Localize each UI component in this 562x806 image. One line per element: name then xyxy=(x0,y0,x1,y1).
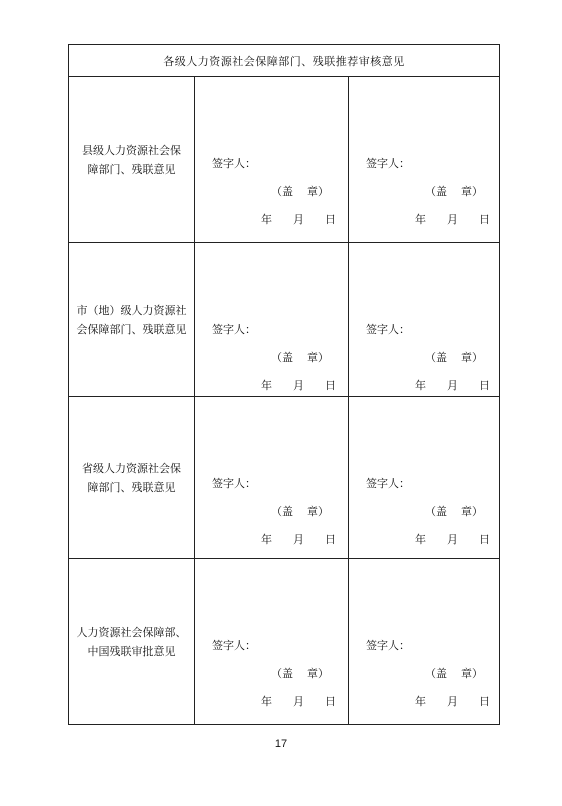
signatory-label: 签字人： xyxy=(366,323,410,336)
table-row xyxy=(69,559,500,725)
signature-cell xyxy=(349,243,500,397)
table-row xyxy=(69,77,500,243)
label-line: 县级人力资源社会保 xyxy=(82,143,181,157)
signature-cell xyxy=(195,243,349,397)
signature-cell xyxy=(349,559,500,725)
city-level-label xyxy=(69,243,195,397)
seal-label: （盖 章） xyxy=(271,505,329,518)
label-line: 会保障部门、残联意见 xyxy=(76,322,187,336)
signatory-label: 签字人： xyxy=(366,639,410,652)
ministry-level-label xyxy=(69,559,195,725)
signatory-label: 签字人： xyxy=(212,639,256,652)
signatory-label: 签字人： xyxy=(366,477,410,490)
signatory-label: 签字人： xyxy=(212,323,256,336)
date-label: 年 月 日 xyxy=(415,379,490,392)
label-line: 市（地）级人力资源社 xyxy=(76,303,187,317)
page-number: 17 xyxy=(274,738,288,750)
seal-label: （盖 章） xyxy=(425,351,483,364)
label-line: 中国残联审批意见 xyxy=(87,644,176,658)
province-level-label xyxy=(69,397,195,559)
date-label: 年 月 日 xyxy=(415,533,490,546)
label-line: 省级人力资源社会保 xyxy=(82,461,181,475)
signatory-label: 签字人： xyxy=(366,157,410,170)
review-opinions-table xyxy=(68,44,500,725)
county-level-label xyxy=(69,77,195,243)
signatory-label: 签字人： xyxy=(212,157,256,170)
seal-label: （盖 章） xyxy=(271,185,329,198)
seal-label: （盖 章） xyxy=(425,185,483,198)
seal-label: （盖 章） xyxy=(425,505,483,518)
seal-label: （盖 章） xyxy=(271,667,329,680)
table-title: 各级人力资源社会保障部门、残联推荐审核意见 xyxy=(69,45,500,77)
signature-cell xyxy=(195,559,349,725)
table-row xyxy=(69,397,500,559)
signature-cell xyxy=(195,77,349,243)
signature-cell xyxy=(349,397,500,559)
table-row xyxy=(69,243,500,397)
date-label: 年 月 日 xyxy=(415,695,490,708)
seal-label: （盖 章） xyxy=(271,351,329,364)
signature-cell xyxy=(195,397,349,559)
date-label: 年 月 日 xyxy=(261,533,336,546)
date-label: 年 月 日 xyxy=(415,213,490,226)
label-line: 障部门、残联意见 xyxy=(87,480,176,494)
label-line: 障部门、残联意见 xyxy=(87,162,176,176)
label-line: 人力资源社会保障部、 xyxy=(76,625,187,639)
date-label: 年 月 日 xyxy=(261,379,336,392)
seal-label: （盖 章） xyxy=(425,667,483,680)
signature-cell xyxy=(349,77,500,243)
date-label: 年 月 日 xyxy=(261,213,336,226)
date-label: 年 月 日 xyxy=(261,695,336,708)
signatory-label: 签字人： xyxy=(212,477,256,490)
